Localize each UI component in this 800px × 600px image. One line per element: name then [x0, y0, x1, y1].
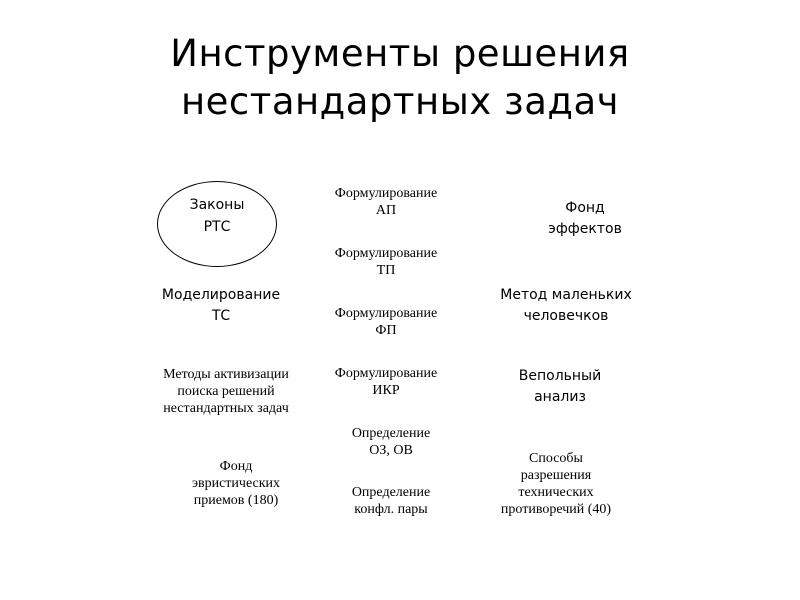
activation-methods-label: Методы активизации поиска решений нестандартных задач [163, 367, 289, 416]
title-line-1: Инструменты решения [170, 32, 630, 75]
title-line-2: нестандартных задач [180, 80, 620, 123]
modeling-ts-label: Моделирование ТС [161, 287, 281, 324]
formulate-ikr-label: Формулирование ИКР [334, 366, 438, 398]
laws-rts-label: Законы РТС [189, 197, 245, 235]
formulate-tp-label: Формулирование ТП [334, 246, 438, 278]
formulate-fp-label: Формулирование ФП [334, 306, 438, 338]
formulate-ap-label: Формулирование АП [334, 186, 438, 218]
vepolny-analysis-label: Вепольный анализ [518, 368, 602, 405]
resolution-methods-label: Способы разрешения технических противоречий (40) [500, 451, 612, 517]
define-oz-ov-label: Определение ОЗ, ОВ [351, 426, 431, 458]
define-conflict-pair-label: Определение конфл. пары [351, 485, 431, 517]
little-men-method-label: Метод маленьких человечков [500, 287, 632, 324]
page-title [0, 30, 800, 126]
heuristic-fund-label: Фонд эвристических приемов (180) [191, 459, 281, 508]
effects-fund-label: Фонд эффектов [548, 200, 622, 237]
